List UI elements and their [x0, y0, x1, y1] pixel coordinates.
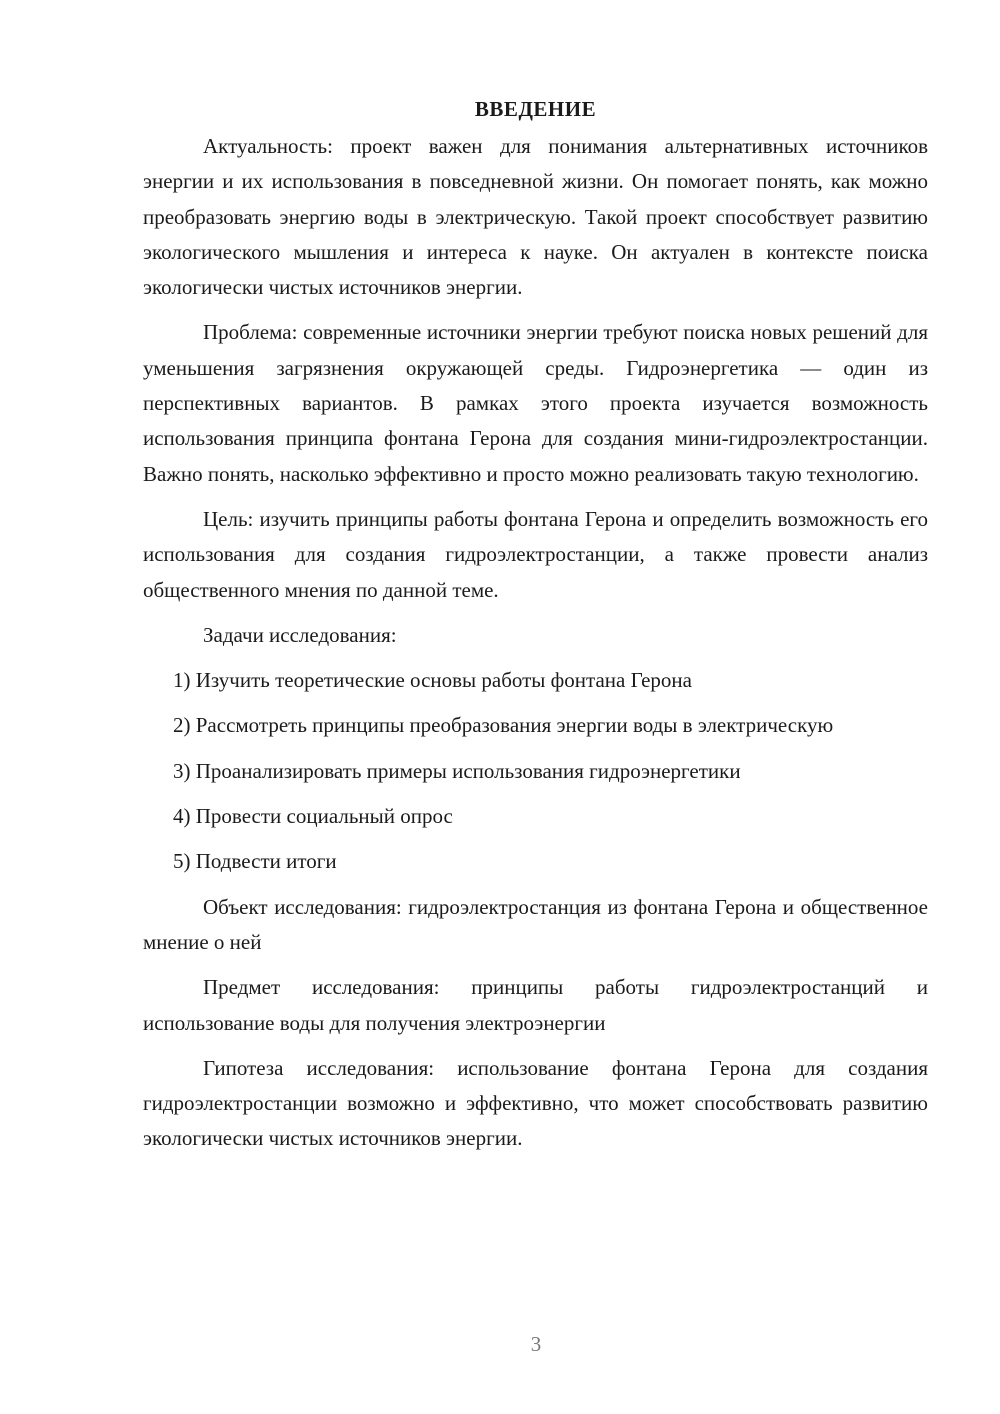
hypothesis-paragraph: Гипотеза исследования: использование фонтана Герона для создания гидроэлектростанции возможно и эффективно, что может способствовать развитию экологически чистых источников энергии.: [143, 1055, 928, 1151]
task-item: 5) Подвести итоги: [173, 849, 337, 874]
problem-paragraph: Проблема: современные источники энергии требуют поиска новых решений для уменьшения загрязнения окружающей среды. Гидроэнергетика — один из перспективных вариантов. В рамках этого проекта изучается возможность использования принципа фонтана Герона для создания мини-гидроэлектростанции. Важно понять, насколько эффективно и просто можно реализовать такую технологию.: [143, 320, 928, 486]
task-item: 3) Проанализировать примеры использования гидроэнергетики: [173, 758, 741, 783]
subject-paragraph: Предмет исследования: принципы работы гидроэлектростанций и использование воды для получения электроэнергии: [143, 975, 928, 1035]
object-paragraph: Объект исследования: гидроэлектростанция из фонтана Герона и общественное мнение о ней: [143, 894, 928, 954]
task-item: 4) Провести социальный опрос: [173, 804, 453, 829]
tasks-title: Задачи исследования:: [203, 622, 397, 647]
task-item: 1) Изучить теоретические основы работы фонтана Герона: [173, 668, 692, 693]
task-item: 2) Рассмотреть принципы преобразования энергии воды в электрическую: [173, 713, 834, 738]
relevance-paragraph: Актуальность: проект важен для понимания альтернативных источников энергии и их использования в повседневной жизни. Он помогает понять, как можно преобразовать энергию воды в электрическую. Такой проект способствует развитию экологического мышления и интереса к науке. Он актуален в контексте поиска экологически чистых источников энергии.: [143, 134, 928, 300]
goal-paragraph: Цель: изучить принципы работы фонтана Герона и определить возможность его использования для создания гидроэлектростанции, а также провести анализ общественного мнения по данной теме.: [143, 506, 928, 602]
page-number: 3: [530, 1332, 542, 1356]
document-page: [143, 92, 928, 1167]
section-heading: ВВЕДЕНИЕ: [474, 97, 597, 121]
